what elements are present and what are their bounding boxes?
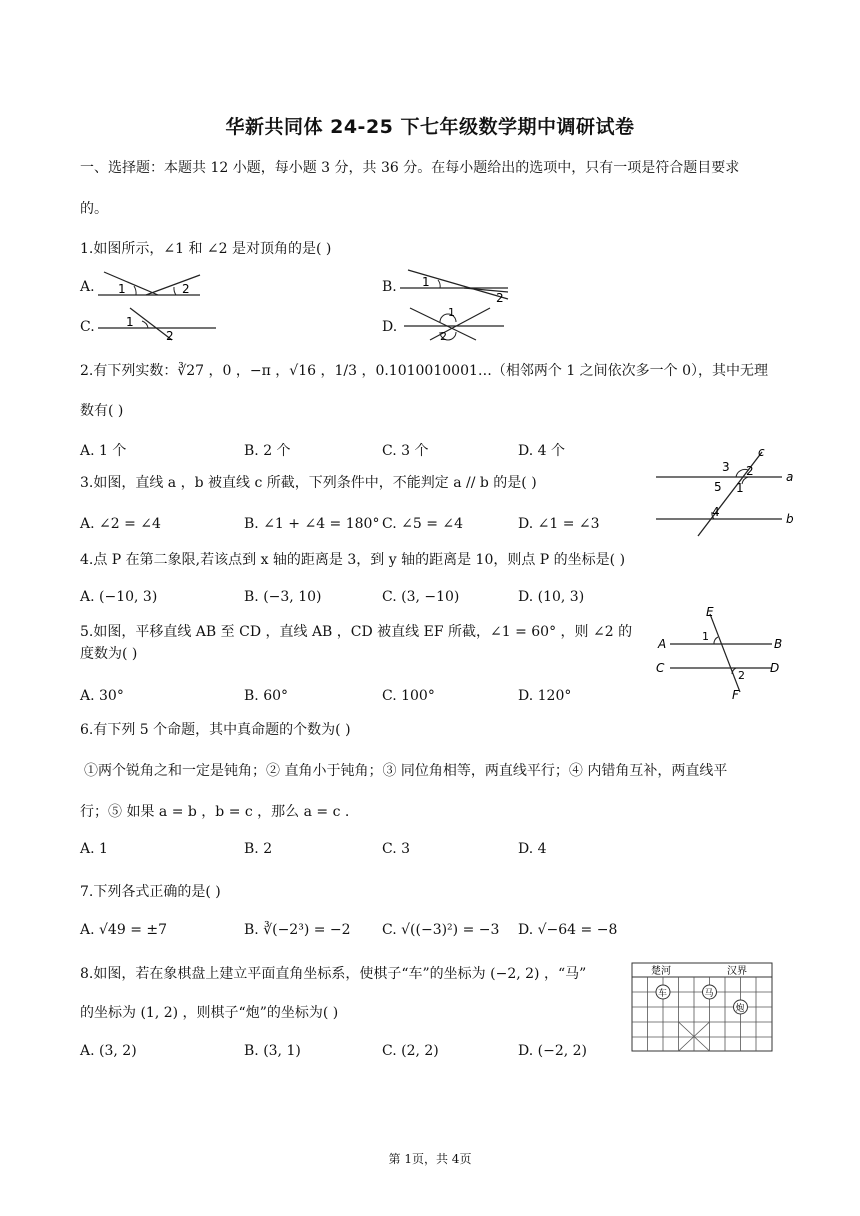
q3-option-d: D. ∠1 = ∠3 <box>518 516 600 532</box>
q4-stem: 4.点 P 在第二象限,若该点到 x 轴的距离是 3，到 y 轴的距离是 10，则点 P 的坐标是( ) <box>80 552 626 568</box>
section-instructions-line2: 的。 <box>80 201 108 217</box>
q6-stem: 6.有下列 5 个命题，其中真命题的个数为( ) <box>80 722 351 738</box>
q8-option-a: A. (3, 2) <box>80 1043 137 1059</box>
q6-option-b: B. 2 <box>244 841 273 857</box>
q2-option-a: A. 1 个 <box>80 443 127 459</box>
q6-body-line1: ①两个锐角之和一定是钝角；② 直角小于钝角；③ 同位角相等，两直线平行；④ 内错角互补，两直线平 <box>84 763 728 779</box>
q6-option-c: C. 3 <box>382 841 411 857</box>
q3-label-1: 1 <box>736 481 744 495</box>
q8-option-b: B. (3, 1) <box>244 1043 301 1059</box>
q8-chessboard-figure <box>631 962 773 1052</box>
q1b-label-1: 1 <box>422 275 430 289</box>
q5-label-2: 2 <box>738 669 745 682</box>
q7-stem: 7.下列各式正确的是( ) <box>80 884 221 900</box>
q7-option-b: B. ∛(−2³) = −2 <box>244 922 351 938</box>
q4-option-a: A. (−10, 3) <box>80 589 158 605</box>
q1-figure-d <box>400 302 510 342</box>
q2-stem-line1: 2.有下列实数：∛27 ，0 ，−π ，√16 ，1/3 ，0.1010010001…（相邻两个 1 之间依次多一个 0），其中无理 <box>80 363 769 379</box>
q6-body-line2: 行；⑤ 如果 a = b ，b = c ，那么 a = c . <box>80 804 350 820</box>
q3-option-a: A. ∠2 = ∠4 <box>80 516 161 532</box>
q5-stem-line1: 5.如图，平移直线 AB 至 CD ，直线 AB ，CD 被直线 EF 所截，∠1 = 60° ，则 ∠2 的 <box>80 624 633 640</box>
q1-option-b-label: B. <box>382 279 397 295</box>
q4-option-c: C. (3, −10) <box>382 589 460 605</box>
q5-label-b: B <box>774 637 783 651</box>
q2-option-d: D. 4 个 <box>518 443 565 459</box>
q8-stem-line1: 8.如图，若在象棋盘上建立平面直角坐标系，使棋子“车”的坐标为 (−2, 2) ，“马” <box>80 966 587 982</box>
q3-option-b: B. ∠1 + ∠4 = 180° <box>244 516 380 532</box>
q8-piece-che: 车 <box>658 989 668 999</box>
q1c-label-2: 2 <box>166 329 174 342</box>
q5-figure <box>652 604 792 700</box>
page-footer: 第 1页，共 4页 <box>388 1152 472 1166</box>
q3-label-a: a <box>786 470 794 484</box>
q6-option-a: A. 1 <box>80 841 108 857</box>
q4-option-d: D. (10, 3) <box>518 589 585 605</box>
section-instructions-line1: 一、选择题：本题共 12 小题，每小题 3 分，共 36 分。在每小题给出的选项中，只有一项是符合题目要求 <box>80 160 740 176</box>
q5-option-b: B. 60° <box>244 688 289 704</box>
q7-option-a: A. √49 = ±7 <box>80 922 168 938</box>
page-title: 华新共同体 24-25 下七年级数学期中调研试卷 <box>225 116 635 138</box>
q3-label-b: b <box>786 512 794 526</box>
q8-piece-ma: 马 <box>704 989 714 999</box>
q3-label-5: 5 <box>714 480 722 494</box>
q5-option-d: D. 120° <box>518 688 572 704</box>
q3-label-3: 3 <box>722 460 730 474</box>
q2-option-c: C. 3 个 <box>382 443 429 459</box>
q1d-label-2: 2 <box>440 330 447 342</box>
q8-label-chuhe: 楚河 <box>651 966 671 977</box>
q5-label-f: F <box>732 688 739 700</box>
q3-label-4: 4 <box>712 505 720 519</box>
q1-figure-b <box>396 266 516 306</box>
q8-label-hanjie: 汉界 <box>727 966 747 977</box>
q1-figure-a <box>96 270 206 300</box>
q1a-label-1: 1 <box>118 282 126 296</box>
q3-option-c: C. ∠5 = ∠4 <box>382 516 464 532</box>
q1-option-d-label: D. <box>382 319 398 335</box>
q2-option-b: B. 2 个 <box>244 443 291 459</box>
q8-stem-line2: 的坐标为 (1, 2) ，则棋子“炮”的坐标为( ) <box>80 1005 339 1021</box>
q1-option-c-label: C. <box>80 319 95 335</box>
q5-label-d: D <box>770 661 780 675</box>
q3-figure <box>652 446 802 538</box>
q7-option-c: C. √((−3)²) = −3 <box>382 922 500 938</box>
q1-stem: 1.如图所示，∠1 和 ∠2 是对顶角的是( ) <box>80 241 332 257</box>
q5-label-e: E <box>706 605 714 619</box>
q1b-label-2: 2 <box>496 291 504 305</box>
q1d-label-1: 1 <box>448 306 455 319</box>
q8-piece-pao: 炮 <box>735 1004 745 1014</box>
q4-option-b: B. (−3, 10) <box>244 589 322 605</box>
q1-figure-c <box>96 306 220 342</box>
q3-label-2: 2 <box>746 464 754 478</box>
q1a-label-2: 2 <box>182 282 190 296</box>
q5-label-1: 1 <box>702 630 709 643</box>
q3-label-c: c <box>758 446 765 459</box>
q5-label-a: A <box>658 637 667 651</box>
q1-option-a-label: A. <box>80 279 95 295</box>
q7-option-d: D. √−64 = −8 <box>518 922 618 938</box>
q5-option-c: C. 100° <box>382 688 435 704</box>
q1c-label-1: 1 <box>126 315 134 329</box>
q6-option-d: D. 4 <box>518 841 547 857</box>
q5-option-a: A. 30° <box>80 688 124 704</box>
q8-option-c: C. (2, 2) <box>382 1043 439 1059</box>
q2-stem-line2: 数有( ) <box>80 403 124 419</box>
q8-option-d: D. (−2, 2) <box>518 1043 587 1059</box>
q3-stem: 3.如图，直线 a ，b 被直线 c 所截，下列条件中，不能判定 a // b 的是( ) <box>80 475 537 491</box>
q5-stem-line2: 度数为( ) <box>80 646 138 662</box>
q5-label-c: C <box>656 661 665 675</box>
